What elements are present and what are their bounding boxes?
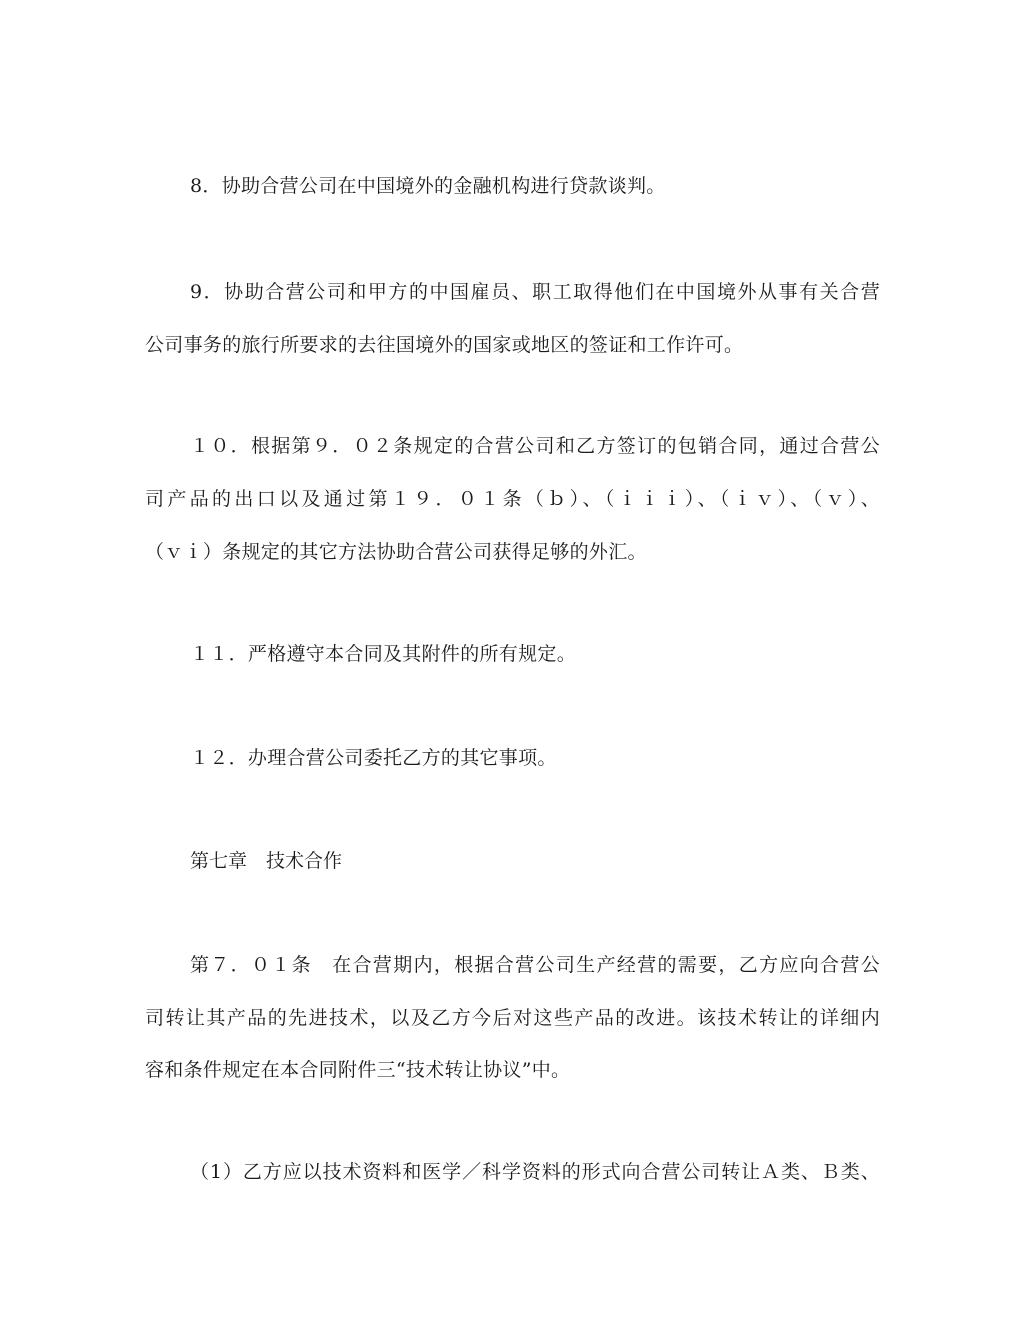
- clause-1-line-1: （1）乙方应以技术资料和医学／科学资料的形式向合营公司转让Ａ类、Ｂ类、: [190, 1161, 880, 1183]
- article-7-01-line-1: 第７．０１条 在合营期内，根据合营公司生产经营的需要，乙方应向合营公: [190, 954, 880, 976]
- item-11-line-1: １１．严格遵守本合同及其附件的所有规定。: [190, 643, 577, 665]
- item-9-line-2: 公司事务的旅行所要求的去往国境外的国家或地区的签证和工作许可。: [145, 334, 744, 356]
- item-10-line-1: １０．根据第９．０２条规定的合营公司和乙方签订的包销合同，通过合营公: [190, 435, 880, 457]
- item-9-line-1: 9．协助合营公司和甲方的中国雇员、职工取得他们在中国境外从事有关合营: [190, 281, 880, 303]
- item-10-line-3: （ｖｉ）条规定的其它方法协助合营公司获得足够的外汇。: [145, 541, 647, 563]
- chapter-7-heading: 第七章 技术合作: [190, 850, 343, 872]
- item-10-line-2: 司产品的出口以及通过第１９．０１条（ｂ）、（ｉｉｉ）、（ｉｖ）、（ｖ）、: [145, 488, 880, 510]
- article-7-01-line-2: 司转让其产品的先进技术，以及乙方今后对这些产品的改进。该技术转让的详细内: [145, 1007, 880, 1029]
- item-12-line-1: １２．办理合营公司委托乙方的其它事项。: [190, 747, 557, 769]
- item-8-line-1: 8．协助合营公司在中国境外的金融机构进行贷款谈判。: [190, 175, 666, 197]
- article-7-01-line-3: 容和条件规定在本合同附件三“技术转让协议”中。: [145, 1059, 571, 1081]
